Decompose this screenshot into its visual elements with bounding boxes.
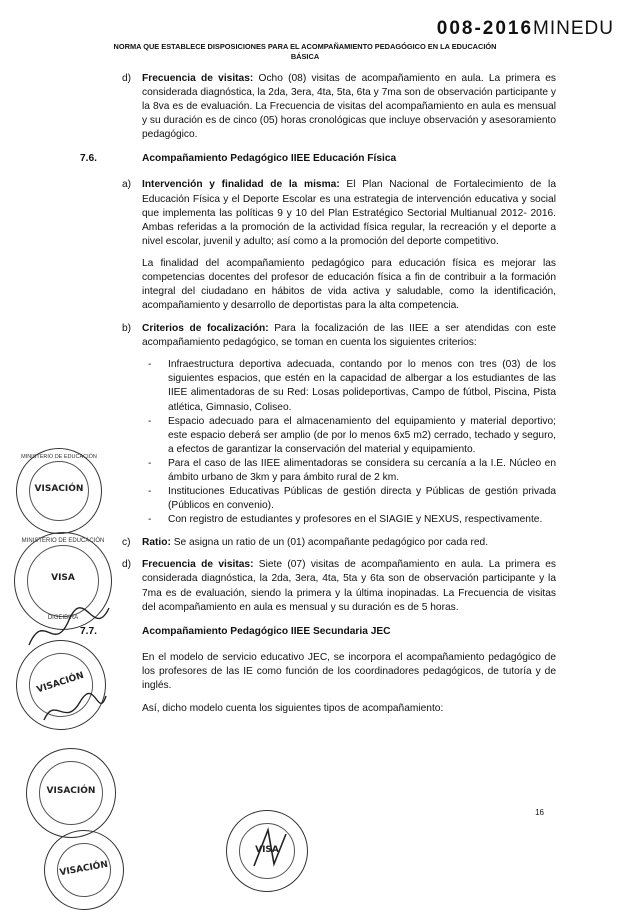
stamp-visacion-label: VISACIÓN: [58, 859, 109, 878]
stamp-visa-label: VISA: [255, 844, 279, 855]
stamp-dgeibira: DIGEIBIRA: [47, 615, 79, 621]
item-text: Se asigna un ratio de un (01) acompañante pedagógico por cada red.: [170, 537, 489, 549]
signature-scribble: [246, 824, 296, 874]
item-text: El Plan Nacional de Fortalecimiento de la Educación Física y el Deporte Escolar es una estrategia de intervención educativa y social que implementa las políticas 9 y 10 del Plan Estratégico Sectorial Multianual 2012- 2016. Ambas referidas a la promoción de la actividad física regular, la recreación y el deporte a nivel escolar, juvenil y adulto; así como a la promoción del deporte competitivo.: [142, 179, 556, 247]
list-item: - Para el caso de las IIEE alimentadoras se considera su cercanía a la I.E. Núcleo en ámbito urbano de 3km y para ámbito rural de 2 km.: [168, 457, 556, 485]
doc-number-value: 008-2016: [436, 18, 534, 39]
item-label: d): [122, 73, 132, 84]
item-d-frecuencia-8-visitas: [96, 72, 556, 142]
section-number: 7.7.: [80, 625, 97, 637]
criterios-list: [96, 358, 556, 527]
item-text: Siete (07) visitas de acompañamiento en aula. La primera es considerada diagnóstica, la 2da, 3era, 4ta, 5ta y 6ta son de observación participante y la 7ma es de evaluación, siendo la primera y la última inopinadas. La Frecuencia de visitas del acompañamiento en aula es mensual y su duración es de 5 horas.: [142, 559, 556, 613]
ministerio-visacion-stamp: [16, 448, 102, 534]
norma-header: [70, 42, 540, 62]
section-title: Acompañamiento Pedagógico IIEE Educación Física: [142, 153, 397, 165]
item-label: a): [122, 179, 132, 191]
item-title: Ratio:: [142, 537, 171, 549]
item-c-ratio: [96, 536, 556, 550]
jec-paragraph-1: En el modelo de servicio educativo JEC, se incorpora el acompañamiento pedagógico de los profesores de las IE como función de los coordinadores pedagógicos, de tutoría y de inglés.: [142, 651, 556, 691]
stamp-visacion-label: VISACIÓN: [35, 670, 86, 696]
stamp-ring-text: MINISTERIO DE EDUCACIÓN: [21, 454, 97, 460]
norma-line-2: BÁSICA: [290, 51, 320, 61]
formacion-docente-stamp: [26, 748, 116, 838]
stamp-visacion-label: VISACIÓN: [34, 484, 84, 495]
list-item: - Con registro de estudiantes y profesores en el SIAGIE y NEXUS, respectivamente.: [168, 513, 556, 527]
stamp-visa-label: VISA: [51, 573, 75, 584]
page-number: 16: [535, 808, 544, 817]
document-body: [80, 72, 557, 725]
item-d-frecuencia-7-visitas: [96, 558, 556, 614]
item-label: c): [122, 537, 131, 549]
section-title: Acompañamiento Pedagógico IIEE Secundaria JEC: [142, 625, 391, 637]
finalidad-paragraph: La finalidad del acompañamiento pedagógico para educación física es mejorar las competencias docentes del profesor de educación física a fin de contribuir a la formación integral del ciudadano en hábitos de vida activa y saludable, como la identificación, acompañamiento y desarrollo de deportistas para la alta competencia.: [142, 257, 556, 312]
stamp-visacion-label: VISACIÓN: [46, 785, 96, 796]
document-number: [437, 18, 614, 40]
section-heading-7-6: [80, 152, 556, 166]
item-title: Intervención y finalidad de la misma:: [142, 179, 340, 191]
list-item: - Instituciones Educativas Públicas de gestión directa y Públicas de gestión privada (Públicos en convenio).: [168, 485, 556, 513]
norma-line-1: NORMA QUE ESTABLECE DISPOSICIONES PARA EL ACOMPAÑAMIENTO PEDAGÓGICO EN LA EDUCACIÓN: [113, 42, 497, 51]
signature-scribble: [40, 690, 110, 730]
item-title: Frecuencia de visitas:: [142, 559, 254, 571]
item-title: Criterios de focalización:: [142, 323, 269, 335]
jec-paragraph-2: Así, dicho modelo cuenta los siguientes tipos de acompañamiento:: [142, 702, 444, 714]
item-title: Frecuencia de visitas:: [142, 73, 254, 84]
list-item: - Infraestructura deportiva adecuada, contando por lo menos con tres (03) de los siguientes espacios, que estén en la capacidad de albergar a los estudiantes de las IIEE alimentadoras de su Red: Losas polideportivas, Campo de fútbol, Piscina, Pista atlética, Gimnasio, Coliseo.: [168, 358, 556, 414]
stamp-ring-text: MINISTERIO DE EDUCACIÓN: [21, 538, 105, 544]
item-label: d): [122, 559, 132, 571]
item-label: b): [122, 323, 132, 335]
item-text: Para la focalización de las IIEE a ser atendidas con este acompañamiento pedagógico, se toman en cuenta los siguientes criterios:: [142, 323, 556, 349]
item-text: Ocho (08) visitas de acompañamiento en aula. La primera es considerada diagnóstica, la 2da, 3era, 4ta, 5ta, 6ta y 7ma son de observación participante y la 8va es de evaluación. La Frecuencia de visitas del acompañamiento en aula es mensual y su duración es de cinco (05) horas cronológicas que incluye observación y asesoramiento pedagógico.: [142, 73, 557, 141]
item-a-intervencion: [96, 178, 556, 248]
item-b-criterios: [96, 322, 556, 350]
list-item: - Espacio adecuado para el almacenamiento del equipamiento y material deportivo; este espacio deberá ser amplio (de por lo menos 6x5 m2) cerrado, techado y seguro, a efectos de garantizar la conservación del material y equipamiento.: [168, 415, 556, 457]
section-number: 7.6.: [80, 153, 97, 165]
signature-scribble: [24, 600, 114, 660]
desarrollo-docente-stamp: [38, 824, 131, 916]
doc-org: MINEDU: [533, 18, 614, 39]
section-heading-7-7: [80, 625, 556, 639]
